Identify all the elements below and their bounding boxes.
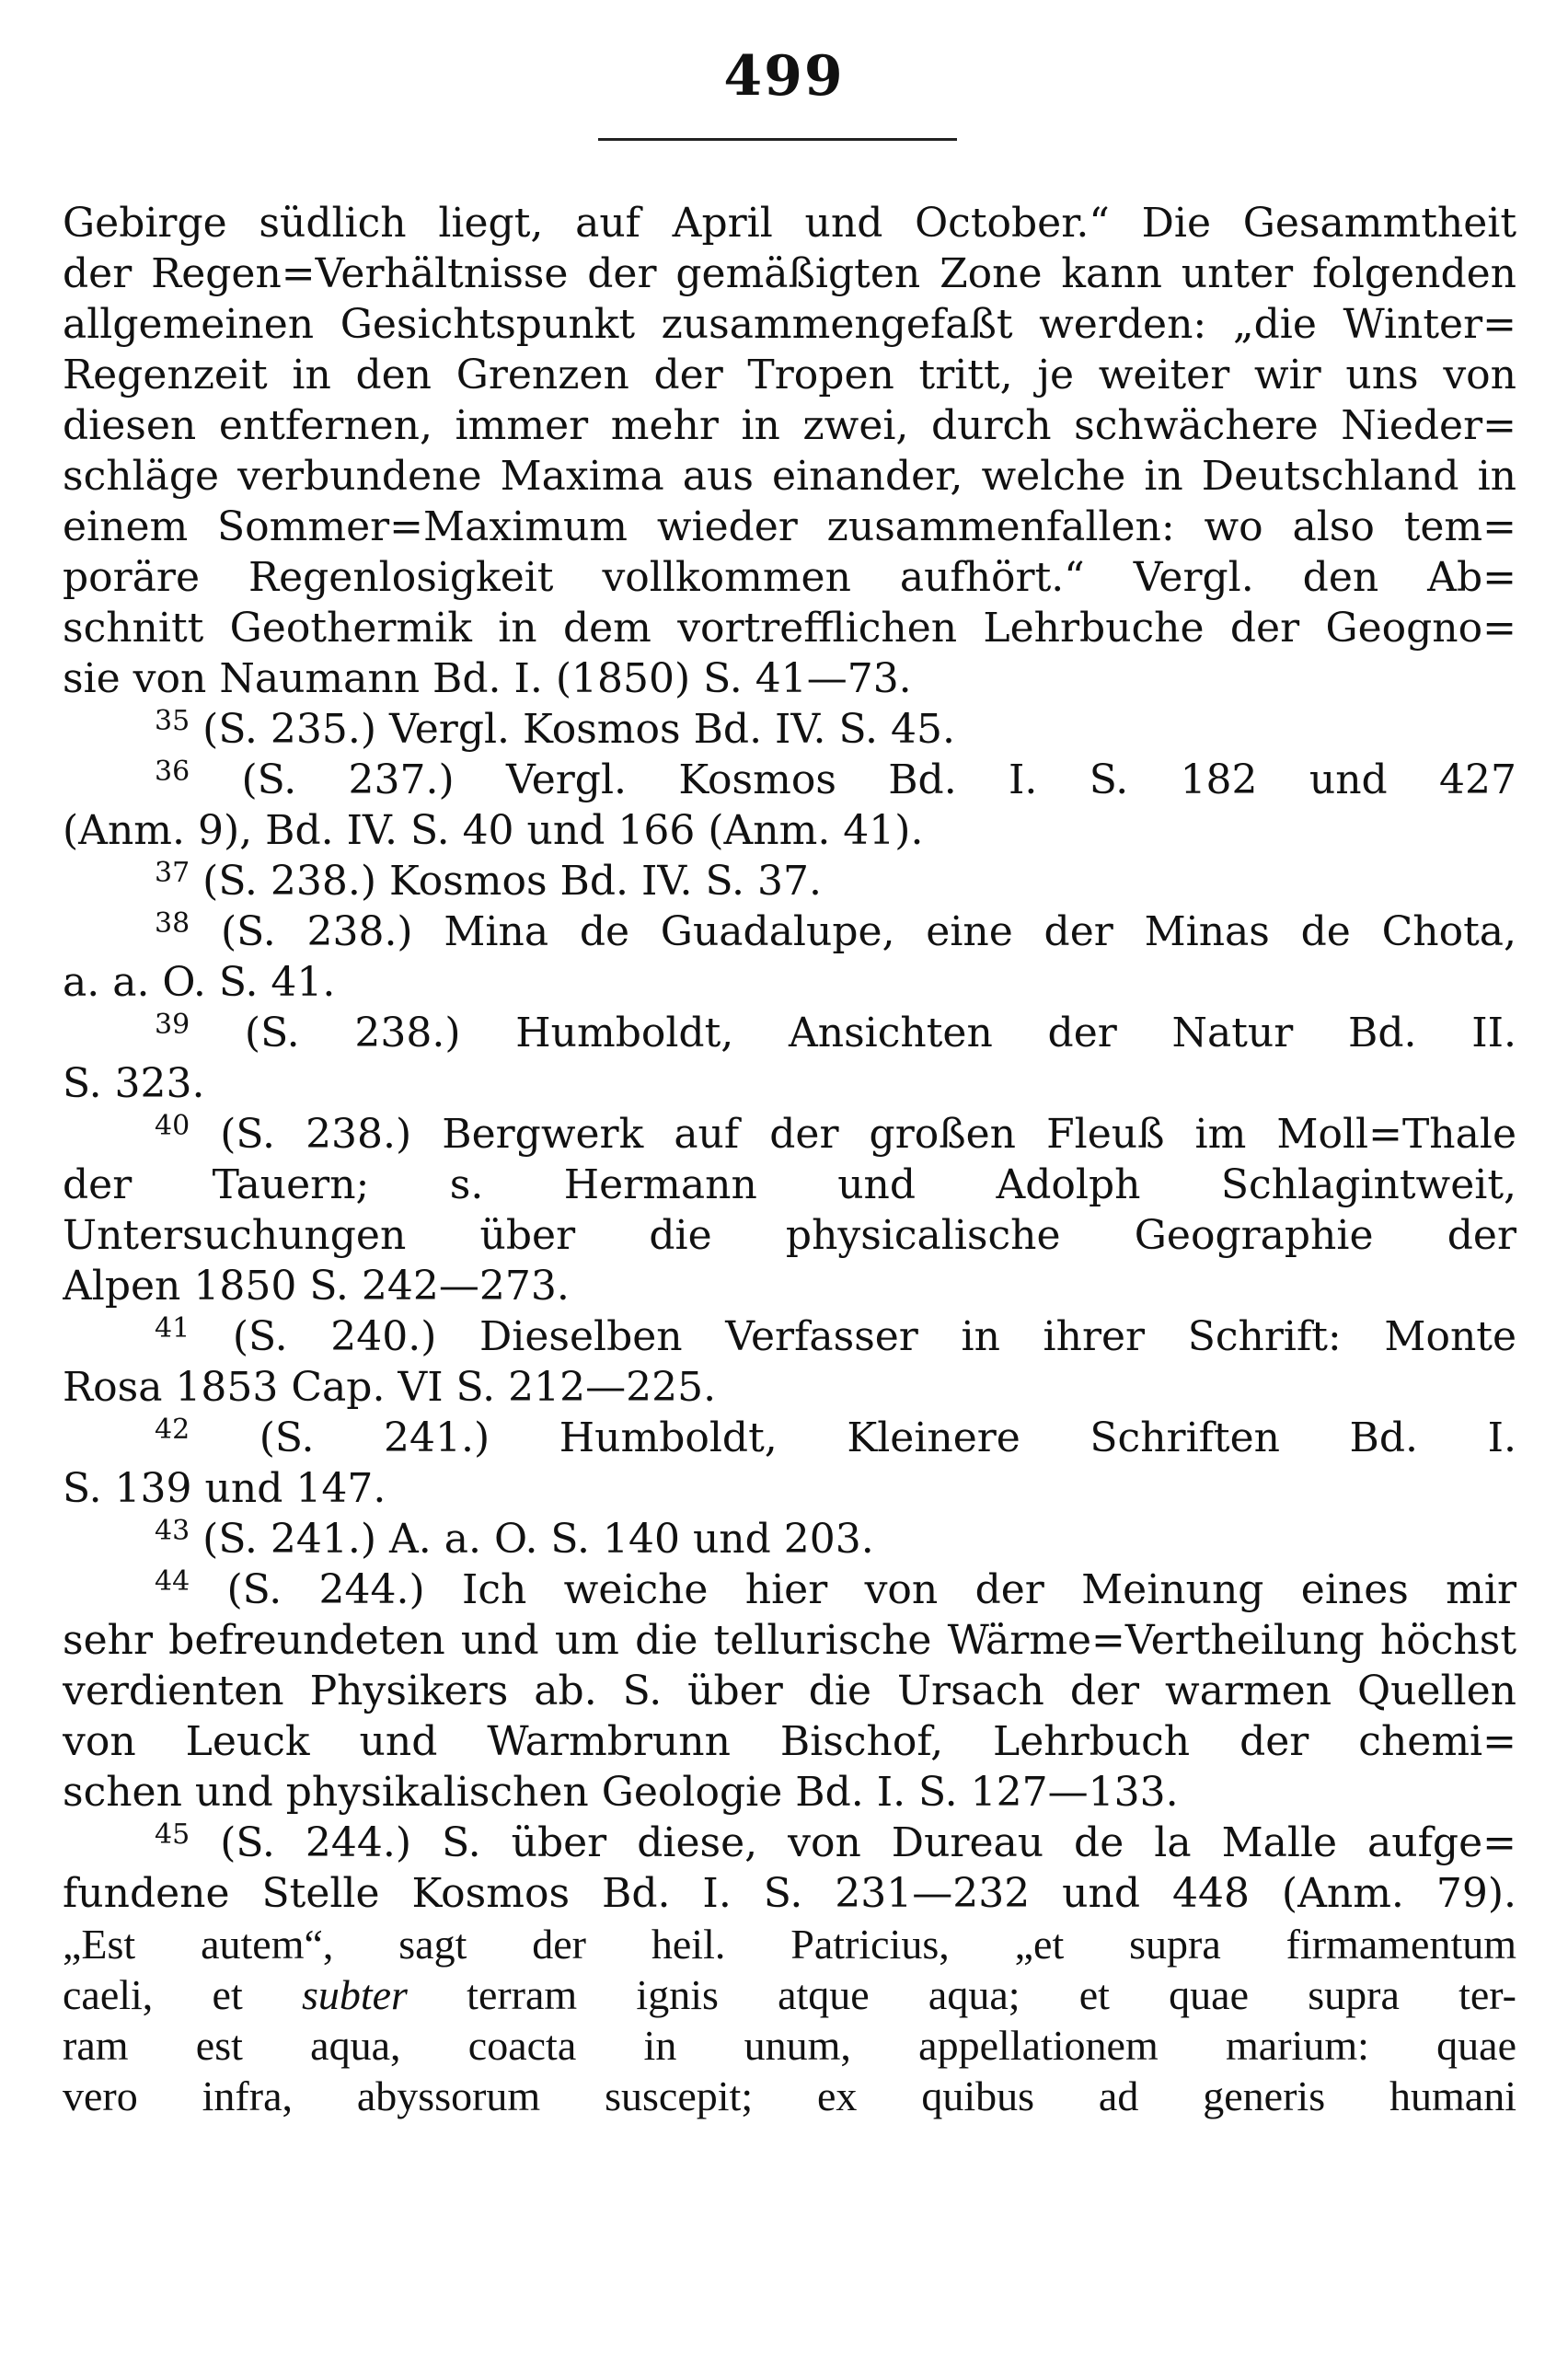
text-line [63,502,1516,552]
text-line [63,350,1516,400]
line-text: (Anm. 9), Bd. IV. S. 40 und 166 (Anm. 41). [63,807,924,854]
line-text: von Leuck und Warmbrunn Bischof, Lehrbuch der chemi= [63,1718,1516,1765]
line-text: (S. 238.) Humboldt, Ansichten der Natur Bd. II. [190,1010,1516,1056]
line-text: (S. 237.) Vergl. Kosmos Bd. I. S. 182 und 427 [190,756,1516,803]
line-text: ram est aqua, coacta in unum, appellationem marium: quae [63,2022,1516,2069]
footnote-start-line [63,1514,1516,1564]
text-line [63,1210,1516,1261]
line-text: (S. 241.) Humboldt, Kleinere Schriften Bd. I. [190,1414,1516,1461]
footnote-number: 40 [155,1110,190,1142]
text-line [63,299,1516,350]
footnote-number: 38 [155,907,190,940]
footnote-number: 37 [155,857,190,889]
line-text: Untersuchungen über die physicalische Geographie der [63,1212,1516,1259]
footnote-start-line [63,1564,1516,1615]
text-line [63,1868,1516,1919]
footnote-start-line [63,1818,1516,1868]
footnote-number: 39 [155,1009,190,1041]
line-text: (S. 244.) S. über diese, von Dureau de la Malle aufge= [190,1819,1516,1866]
line-text: verdienten Physikers ab. S. über die Ursach der warmen Quellen [63,1668,1516,1714]
text-line [63,552,1516,603]
line-text: (S. 240.) Dieselben Verfasser in ihrer Schrift: Monte [190,1313,1516,1360]
text-line [63,1767,1516,1818]
line-text: „Est autem“, sagt der heil. Patricius, „et supra firmamentum [63,1921,1516,1968]
footnote-number: 41 [155,1312,190,1345]
line-text: a. a. O. S. 41. [63,959,336,1006]
text-line [63,957,1516,1008]
footnote-start-line [63,1008,1516,1058]
footnote-number: 36 [155,756,190,788]
line-text: S. 139 und 147. [63,1465,386,1512]
text-line [63,1261,1516,1311]
line-text: allgemeinen Gesichtspunkt zusammengefaßt werden: „die Winter= [63,301,1516,348]
line-text: schläge verbundene Maxima aus einander, welche in Deutschland in [63,453,1516,500]
line-text: (S. 238.) Mina de Guadalupe, eine der Minas de Chota, [190,908,1516,955]
text-line [63,1160,1516,1210]
text-line [63,198,1516,248]
italic-word: subter [301,1971,408,2018]
line-text: (S. 241.) A. a. O. S. 140 und 203. [190,1516,874,1563]
footnote-start-line [63,1109,1516,1160]
line-text: schnitt Geothermik in dem vortrefflichen Lehrbuche der Geogno= [63,605,1516,652]
line-text: vero infra, abyssorum suscepit; ex quibus ad generis humani [63,2072,1516,2119]
text-line [63,653,1516,704]
line-text: (S. 235.) Vergl. Kosmos Bd. IV. S. 45. [190,706,955,753]
text-line [63,1362,1516,1413]
footnote-start-line [63,1413,1516,1463]
footnote-text-block [63,198,1516,2121]
line-text: Alpen 1850 S. 242—273. [63,1263,570,1310]
text-line [63,1666,1516,1716]
footnote-number: 43 [155,1515,190,1547]
text-line [63,451,1516,502]
text-line [63,248,1516,299]
line-text: S. 323. [63,1060,205,1107]
text-line [63,805,1516,856]
text-line [63,1919,1516,1969]
text-line [63,1716,1516,1767]
header-rule [598,138,957,141]
line-text: schen und physikalischen Geologie Bd. I. S. 127—133. [63,1769,1179,1816]
line-text: diesen entfernen, immer mehr in zwei, durch schwächere Nieder= [63,402,1516,449]
text-line [63,1463,1516,1514]
text-line [63,1969,1516,2020]
footnote-start-line [63,1311,1516,1362]
footnote-number: 35 [155,705,190,737]
text-line [63,2071,1516,2121]
line-text: (S. 238.) Kosmos Bd. IV. S. 37. [190,858,822,905]
text-line [63,603,1516,653]
footnote-number: 44 [155,1565,190,1598]
text-segment: terram ignis atque aqua; et quae supra ter- [407,1971,1516,2018]
text-line [63,400,1516,451]
text-line [63,2020,1516,2071]
text-segment: caeli, et [63,1971,302,2018]
line-text: Gebirge südlich liegt, auf April und October.“ Die Gesammtheit [63,200,1516,247]
line-text: fundene Stelle Kosmos Bd. I. S. 231—232 und 448 (Anm. 79). [63,1870,1516,1917]
line-text: poräre Regenlosigkeit vollkommen aufhört.“ Vergl. den Ab= [63,554,1516,601]
line-text: sehr befreundeten und um die tellurische Wärme=Vertheilung höchst [63,1617,1516,1664]
line-text: (S. 244.) Ich weiche hier von der Meinung eines mir [190,1566,1516,1613]
footnote-start-line [63,755,1516,805]
line-text: sie von Naumann Bd. I. (1850) S. 41—73. [63,655,912,702]
footnote-start-line [63,856,1516,906]
line-text: einem Sommer=Maximum wieder zusammenfallen: wo also tem= [63,503,1516,550]
footnote-start-line [63,906,1516,957]
footnote-number: 42 [155,1414,190,1446]
line-text: der Tauern; s. Hermann und Adolph Schlagintweit, [63,1161,1516,1208]
line-text: Rosa 1853 Cap. VI S. 212—225. [63,1364,717,1411]
line-text: (S. 238.) Bergwerk auf der großen Fleuß im Moll=Thale [190,1111,1516,1158]
text-line [63,1615,1516,1666]
footnote-number: 45 [155,1818,190,1851]
page-number: 499 [723,44,845,109]
text-line [63,1058,1516,1109]
line-text: der Regen=Verhältnisse der gemäßigten Zone kann unter folgenden [63,250,1516,297]
footnote-start-line [63,704,1516,755]
line-text: Regenzeit in den Grenzen der Tropen tritt, je weiter wir uns von [63,352,1516,398]
